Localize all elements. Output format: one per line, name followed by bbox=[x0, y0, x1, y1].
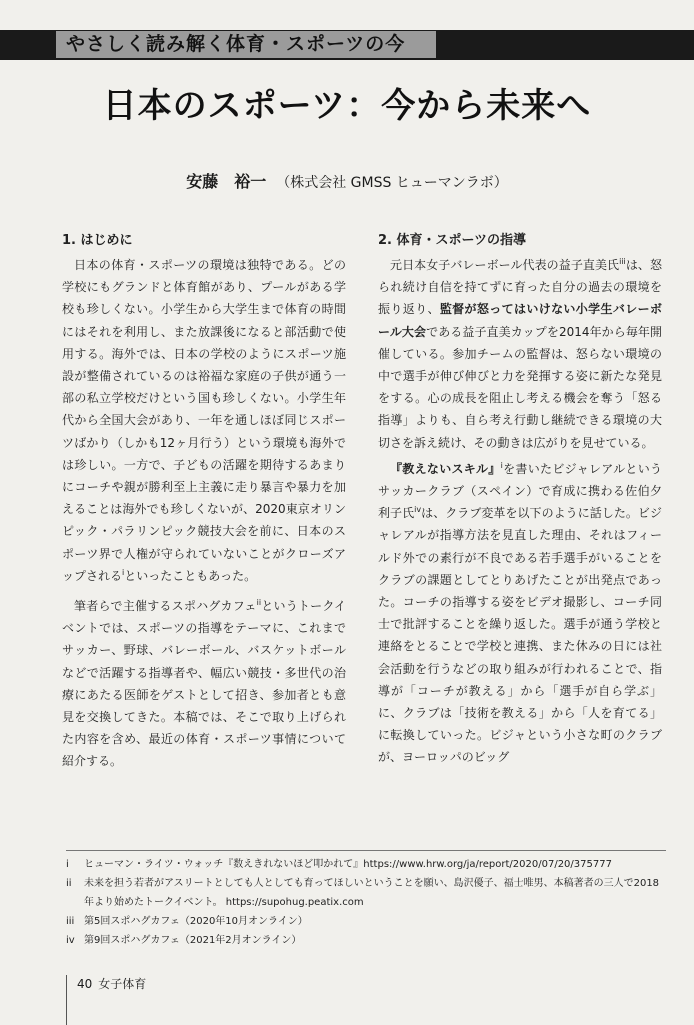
footnote-mark: iv bbox=[66, 935, 75, 946]
text-run: を書いたビジャレアルというサッカークラブ（スペイン）で育成に携わる佐伯夕利子氏 bbox=[378, 461, 663, 521]
journal-name: 女子体育 bbox=[98, 977, 147, 991]
text-run: 元日本女子バレーボール代表の益子直美氏 bbox=[390, 258, 620, 272]
footnote-mark: i bbox=[66, 859, 69, 870]
footnote-mark: iii bbox=[66, 916, 75, 927]
footnote-text: 第5回スポハグカフェ（2020年10月オンライン） bbox=[84, 916, 308, 927]
footnote-mark: ii bbox=[66, 878, 72, 889]
footnote-ref: i bbox=[500, 460, 503, 470]
text-run: といったこともあった。 bbox=[124, 568, 257, 583]
footnote-ref: ii bbox=[256, 598, 262, 608]
section-1-heading: 1. はじめに bbox=[62, 233, 133, 248]
text-run: 日本の体育・スポーツの環境は独特である。どの学校にもグランドと体育館があり、プールがある学校も珍しくない。小学生から大学生まで体育の時間にはそれを利用し、また放課後になると部活動で使用する。海外では、日本の学校のようにスポーツ施設が整備されているのは裕福な家庭の子供が通う一部の私立学校だけという国も珍しくない。小学生年代から全国大会があり、一年を通しほぼ同じスポーツばかり（しかも12ヶ月行う）という環境も海外では珍しい。一方で、子どもの活躍を期待するあまりにコーチや親が勝利至上主義に走り暴言や暴力を加えることは海外でも珍しくないが、2020東京オリンピック・パラリンピック競技大会を前に、日本のスポーツ界で人権が守られていないことがクローズアップされる bbox=[62, 258, 346, 583]
footnote-item bbox=[66, 912, 666, 931]
bold-text: 監督が怒ってはいけない小学生バレーボール大会 bbox=[378, 302, 662, 339]
section-2-heading: 2. 体育・スポーツの指導 bbox=[378, 233, 526, 248]
section-1-paragraph-2 bbox=[62, 595, 346, 773]
footnote-text: 第9回スポハグカフェ（2021年2月オンライン） bbox=[84, 935, 302, 946]
footnote-item bbox=[66, 855, 666, 874]
footnote-ref: iii bbox=[619, 257, 626, 266]
section-2-paragraph-1 bbox=[378, 254, 662, 454]
series-label: やさしく読み解く体育・スポーツの今 bbox=[56, 31, 436, 58]
footnote-item bbox=[66, 874, 666, 912]
author-affiliation: （株式会社 GMSS ヒューマンラボ） bbox=[276, 175, 508, 191]
author-name: 安藤 裕一 bbox=[186, 172, 267, 191]
article-title: 日本のスポーツ：今から未来へ bbox=[102, 86, 592, 126]
footnote-ref: i bbox=[122, 567, 125, 577]
right-column bbox=[378, 232, 662, 769]
footnote-ref: iv bbox=[414, 505, 422, 515]
footnote-item bbox=[66, 931, 666, 950]
text-run: というトークイベントでは、スポーツの指導をテーマに、これまでサッカー、野球、バレーボール、バスケットボールなどで活躍する指導者や、幅広い競技・多世代の治療にあたる医師をゲストとして招き、参加者とも意見を交換してきた。本稿では、そこで取り上げられた内容を含め、最近の体育・スポーツ事情について紹介する。 bbox=[62, 599, 346, 769]
author-line bbox=[0, 172, 694, 193]
page-number: 40 bbox=[77, 977, 93, 991]
left-column bbox=[62, 232, 346, 773]
section-2-paragraph-2 bbox=[378, 458, 662, 769]
section-1-paragraph-1 bbox=[62, 254, 346, 587]
footnotes bbox=[66, 850, 666, 950]
footnote-text: 未来を担う若者がアスリートとしても人としても育ってほしいということを願い、島沢優子、福士唯男、本稿著者の三人で2018年より始めたトークイベント。 https://supohug.peatix.com bbox=[84, 878, 660, 908]
bold-text: 『教えないスキル』 bbox=[390, 461, 501, 476]
footnote-text: ヒューマン・ライツ・ウォッチ『数えきれないほど叩かれて』https://www.hrw.org/ja/report/2020/07/20/375777 bbox=[84, 859, 612, 870]
text-run: 筆者らで主催するスポハグカフェ bbox=[74, 599, 257, 614]
text-run: は、怒られ続け自信を持てずに育った自分の過去の環境を振り返り、 bbox=[378, 258, 662, 317]
page-footer bbox=[66, 975, 146, 1025]
text-run: である益子直美カップを2014年から毎年開催している。参加チームの監督は、怒らない環境の中で選手が伸び伸びと力を発揮する姿に新たな発見をする。心の成長を阻止し考える機会を奪う「怒る指導」よりも、自ら考え行動し継続できる環境の大切さを訴え続け、その動きは広がりを見せている。 bbox=[378, 324, 662, 450]
text-run: は、クラブ変革を以下のように話した。ビジャレアルが指導方法を見直した理由、それはフィールド外での素行が不良である若手選手がいることをクラブの課題としてとりあげたことが出発点であった。コーチの指導する姿をビデオ撮影し、コーチ同士で批評することを繰り返した。選手が通う学校と連絡をとることで学校と連携、また休みの日には社会活動を行うなどの取り組みが行われることで、指導が「コーチが教える」から「選手が自ら学ぶ」に、クラブは「技術を教える」から「人を育てる」に転換していった。ビジャという小さな町のクラブが、ヨーロッパのビッグ bbox=[378, 506, 662, 765]
